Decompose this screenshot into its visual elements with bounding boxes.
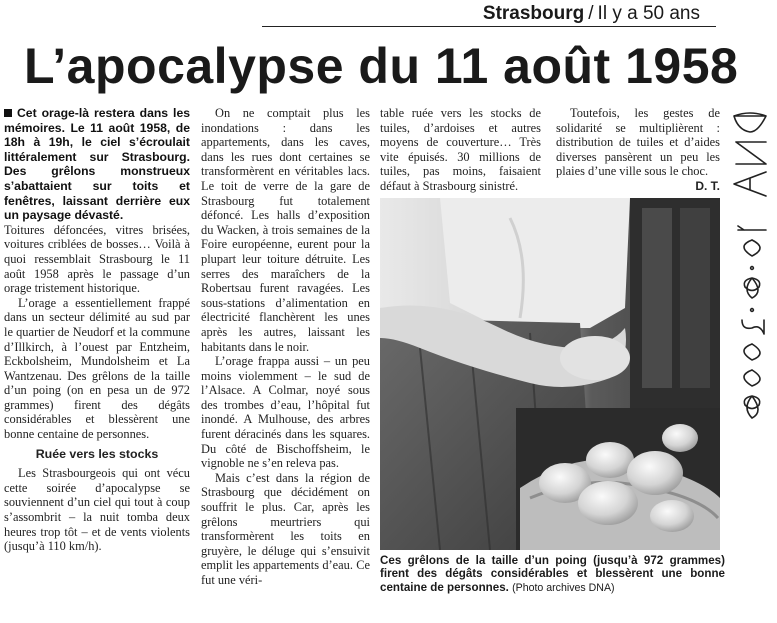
bullet-square-icon <box>4 109 12 117</box>
rubric-section: Il y a 50 ans <box>597 3 700 24</box>
paragraph: L’orage a essentiellement frappé dans un secteur délimité au sud par le quartier de Neudorf et la commune d’Illkirch, à l’ouest par Entzheim, Eckbolsheim, Mundolsheim et La Wantzenau. Des grêlons de la taille d’un poing (on en pesa un de 972 grammes) firent des dégâts considérables et blessèrent une bonne centaine de personnes. <box>4 295 190 442</box>
paragraph: L’orage frappa aussi – un peu moins violemment – le sud de l’Alsace. A Colmar, noyé sous des trombes d’eau, l’hôpital fut inondé. A Mulhouse, des arbres furent déracinés dans les squares. Du côté de Bischoffsheim, le vignoble ne s’en releva pas. <box>201 354 370 471</box>
paragraph: Les Strasbourgeois qui ont vécu cette soirée d’apocalypse se souviennent d’un ciel qui tout à coup s’assombrit – la nuit tomba deux heures trop tôt – et de vents violents (jusqu’à 110 km/h). <box>4 466 190 554</box>
caption-text: Ces grêlons de la taille d’un poing (jusqu’à 972 grammes) firent des dégâts considérables et blessèrent une bonne centaine de personnes. <box>380 554 725 594</box>
rubric-rule <box>262 26 716 27</box>
article-column-4 <box>556 106 720 194</box>
paragraph: Toutefois, les gestes de solidarité se multiplièrent : distribution de tuiles et d’aides diverses pansèrent un peu les plaies d’une ville sous le choc. <box>556 106 720 179</box>
headline: L’apocalypse du 11 août 1958 <box>24 38 739 94</box>
lead-text: Cet orage-là restera dans les mémoires. Le 11 août 1958, de 18h à 19h, le ciel s’écroulait littéralement sur Strasbourg. Des grêlons monstrueux s’abattaient sur toits et fenêtres, laissant derrière eux un paysage dévasté. <box>4 106 190 223</box>
author-signature: D. T. <box>695 178 720 193</box>
paragraph: On ne comptait plus les inondations : dans les appartements, dans les caves, dans les rues dont certaines se transformèrent en véritables lacs. Le toit de verre de la gare de Strasbourg fut totalement défoncé. Les halls d’exposition du Wacken, à trois semaines de la Foire européenne, eurent pour la plupart leur toiture détruite. Les serres des maraîchers de la Robertsau furent ravagées. Les sous-stations d’alimentation en électricité flanchèrent les unes après les autres, laissant les habitants dans le noir. <box>201 106 370 354</box>
handwritten-dna-date <box>728 108 774 426</box>
photo-credit: (Photo archives DNA) <box>512 581 615 594</box>
article-column-2 <box>201 106 370 588</box>
rubric-city: Strasbourg <box>482 3 585 24</box>
article-column-1 <box>4 106 190 554</box>
rubric-separator: / <box>588 3 594 24</box>
photo-illustration <box>380 198 720 550</box>
article-column-3 <box>380 106 541 194</box>
paragraph: Mais c’est dans la région de Strasbourg que décidément on souffrit le plus. Car, après les grêlons meurtriers qui transformèrent les toits en gruyère, le déluge qui s’ensuivit emplit les appartements d’eau. Ce fut une véri- <box>201 470 370 587</box>
photo-caption <box>380 554 725 595</box>
lead-paragraph <box>4 106 190 223</box>
subheading: Ruée vers les stocks <box>35 446 159 461</box>
handwritten-annotation <box>728 108 774 426</box>
section-rubric <box>0 2 700 26</box>
paragraph: Toitures défoncées, vitres brisées, voitures criblées de bosses… Voilà à quoi ressemblait Strasbourg le 11 août 1958 après le passage d’un orage tristement historique. <box>4 222 190 296</box>
paragraph: table ruée vers les stocks de tuiles, d’ardoises et autres moyens de couverture… Très vite épuisés. 30 millions de tuiles, pas moins, faisaient défaut à Strasbourg sinistré. <box>380 106 541 193</box>
hailstones-photo <box>380 198 720 550</box>
